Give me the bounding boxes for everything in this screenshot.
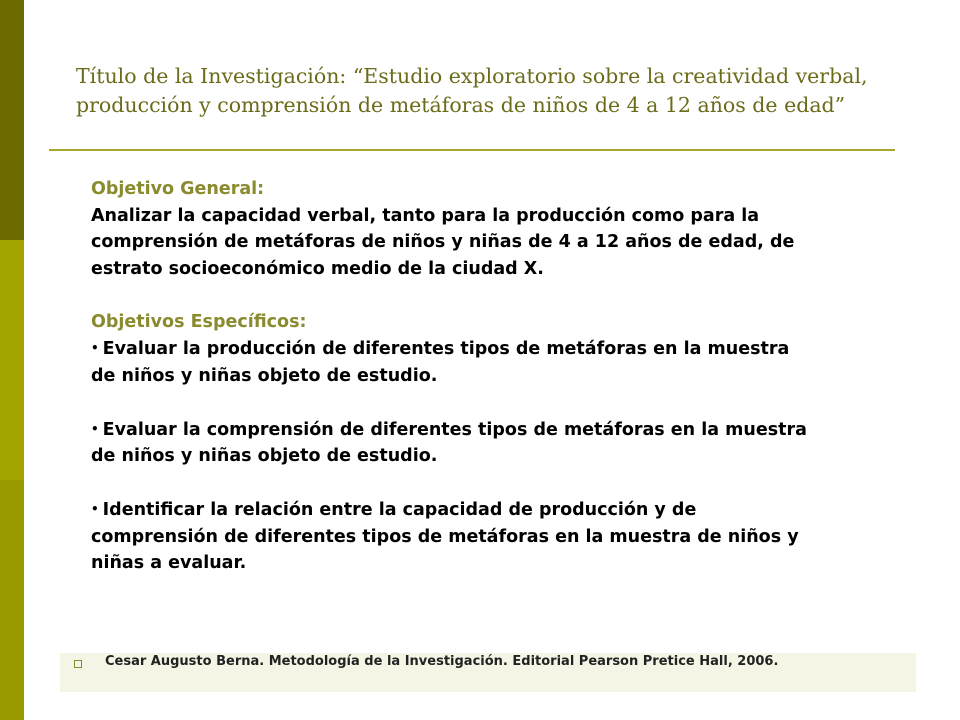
- list-item: [91, 496, 811, 577]
- list-item: [91, 416, 811, 470]
- bullet-icon: •: [91, 502, 99, 516]
- spacer: [91, 389, 811, 416]
- slide-body: [91, 176, 811, 577]
- citation-text: Cesar Augusto Berna. Metodología de la Investigación. Editorial Pearson Pretice Hall, 2006.: [105, 654, 779, 669]
- general-objective-text: Analizar la capacidad verbal, tanto para la producción como para la comprensión de metáforas de niños y niñas de 4 a 12 años de edad, de estrato socioeconómico medio de la ciudad X.: [91, 205, 795, 279]
- objective-text: Evaluar la producción de diferentes tipos de metáforas en la muestra de niños y niñas objeto de estudio.: [91, 339, 790, 386]
- specific-objectives-heading: Objetivos Específicos:: [91, 311, 307, 332]
- footer-citation-box: [60, 653, 916, 692]
- square-bullet-icon: [74, 660, 82, 668]
- list-item: [91, 335, 811, 389]
- general-objective-heading: Objetivo General:: [91, 179, 265, 199]
- slide-title: Título de la Investigación: “Estudio exploratorio sobre la creatividad verbal, producción y comprensión de metáforas de niños de 4 a 12 años de edad”: [76, 64, 868, 117]
- side-bar-bottom: [0, 480, 24, 720]
- side-bar-top: [0, 0, 24, 240]
- title-divider: [49, 149, 895, 151]
- objective-text: Identificar la relación entre la capacidad de producción y de comprensión de diferentes tipos de metáforas en la muestra de niños y niñas a evaluar.: [91, 500, 799, 573]
- bullet-icon: •: [91, 421, 99, 436]
- spacer: [91, 470, 811, 497]
- side-bar-middle: [0, 240, 24, 480]
- objective-text: Evaluar la comprensión de diferentes tipos de metáforas en la muestra de niños y niñas objeto de estudio.: [91, 419, 807, 466]
- bullet-icon: •: [91, 341, 99, 355]
- spacer: [91, 282, 811, 309]
